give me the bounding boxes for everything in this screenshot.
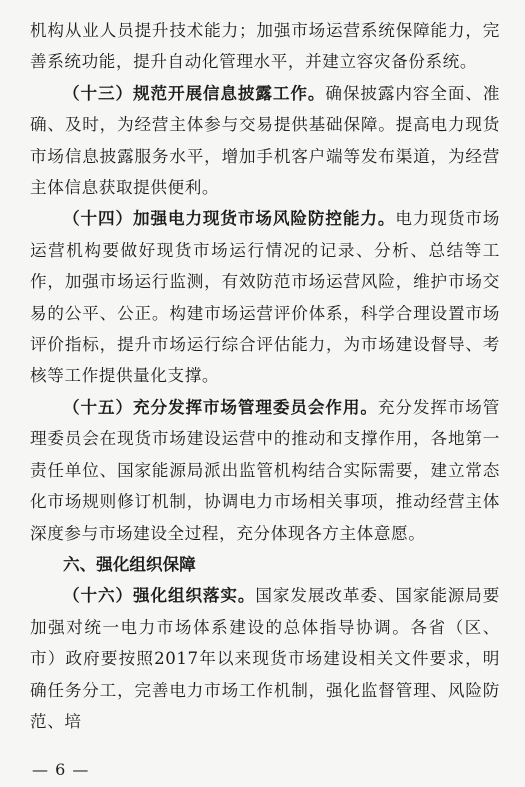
paragraph-13-text: 确保披露内容全面、准确、及时，为经营主体参与交易提供基础保障。提高电力现货市场信息披露服务水平，增加手机客户端等发布渠道，为经营主体信息获取提供便利。 <box>30 83 501 198</box>
paragraph-1 <box>30 15 500 78</box>
paragraph-16-heading: （十六）强化组织落实。 <box>63 585 256 606</box>
paragraph-14 <box>30 203 500 391</box>
paragraph-13-heading: （十三）规范开展信息披露工作。 <box>63 82 326 103</box>
paragraph-16-text: 国家发展改革委、国家能源局要加强对统一电力市场体系建设的总体指导协调。各省（区、市）政府要按照2017年以来现货市场建设相关文件要求，明确任务分工，完善电力市场工作机制，强化监督管理、风险防范、培 <box>30 586 500 731</box>
paragraph-13 <box>30 78 500 204</box>
paragraph-15-heading: （十五）充分发挥市场管理委员会作用。 <box>63 396 378 417</box>
paragraph-14-text: 电力现货市场运营机构要做好现货市场运行情况的记录、分析、总结等工作，加强市场运行监测，有效防范市场运营风险，维护市场交易的公平、公正。构建市场运营评价体系，科学合理设置市场评价指标，提升市场运行综合评估能力，为市场建设督导、考核等工作提供量化支撑。 <box>30 209 500 386</box>
paragraph-15 <box>30 392 500 549</box>
section-title: 六、强化组织保障 <box>63 554 196 574</box>
page-number: — 6 — <box>32 760 90 779</box>
paragraph-15-text: 充分发挥市场管理委员会在现货市场建设运营中的推动和支撑作用，各地第一责任单位、国家能源局派出监管机构结合实际需要，建立常态化市场规则修订机制，协调电力市场相关事项，推动经营主体深度参与市场建设全过程，充分体现各方主体意愿。 <box>30 397 500 543</box>
paragraph-14-heading: （十四）加强电力现货市场风险防控能力。 <box>63 208 396 229</box>
paragraph-1-text: 机构从业人员提升技术能力；加强市场运营系统保障能力，完善系统功能，提升自动化管理水平，并建立容灾备份系统。 <box>30 21 500 72</box>
paragraph-16 <box>30 580 500 737</box>
document-body <box>30 15 500 737</box>
